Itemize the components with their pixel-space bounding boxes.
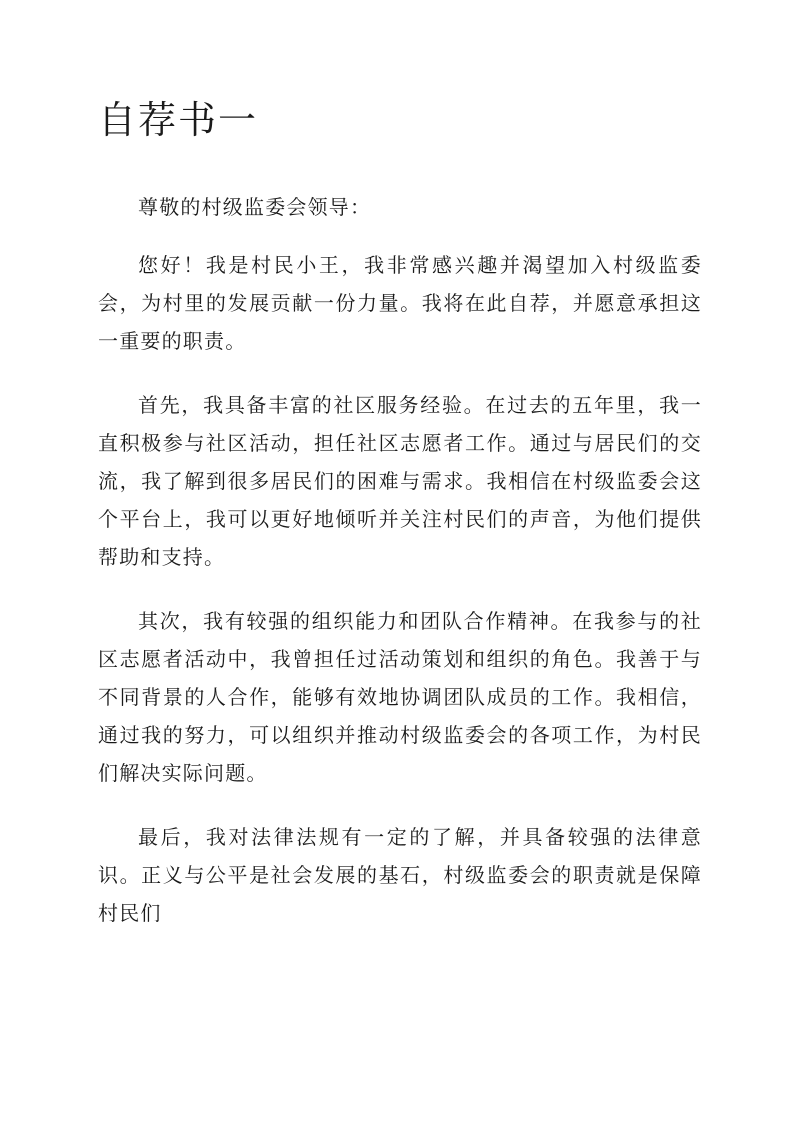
paragraph-experience: 首先，我具备丰富的社区服务经验。在过去的五年里，我一直积极参与社区活动，担任社区志愿者工作。通过与居民们的交流，我了解到很多居民们的困难与需求。我相信在村级监委会这个平台上，我可以更好地倾听并关注村民们的声音，为他们提供帮助和支持。 [98,393,702,569]
paragraph-legal: 最后，我对法律法规有一定的了解，并具备较强的法律意识。正义与公平是社会发展的基石，村级监委会的职责就是保障村民们 [98,825,702,925]
paragraph-organization: 其次，我有较强的组织能力和团队合作精神。在我参与的社区志愿者活动中，我曾担任过活动策划和组织的角色。我善于与不同背景的人合作，能够有效地协调团队成员的工作。我相信，通过我的努力，可以组织并推动村级监委会的各项工作，为村民们解决实际问题。 [98,609,702,785]
document-body [98,188,702,958]
paragraph-greeting: 您好！我是村民小王，我非常感兴趣并渴望加入村级监委会，为村里的发展贡献一份力量。我将在此自荐，并愿意承担这一重要的职责。 [98,253,702,353]
salutation: 尊敬的村级监委会领导： [138,195,372,219]
document-title: 自荐书一 [98,98,259,142]
